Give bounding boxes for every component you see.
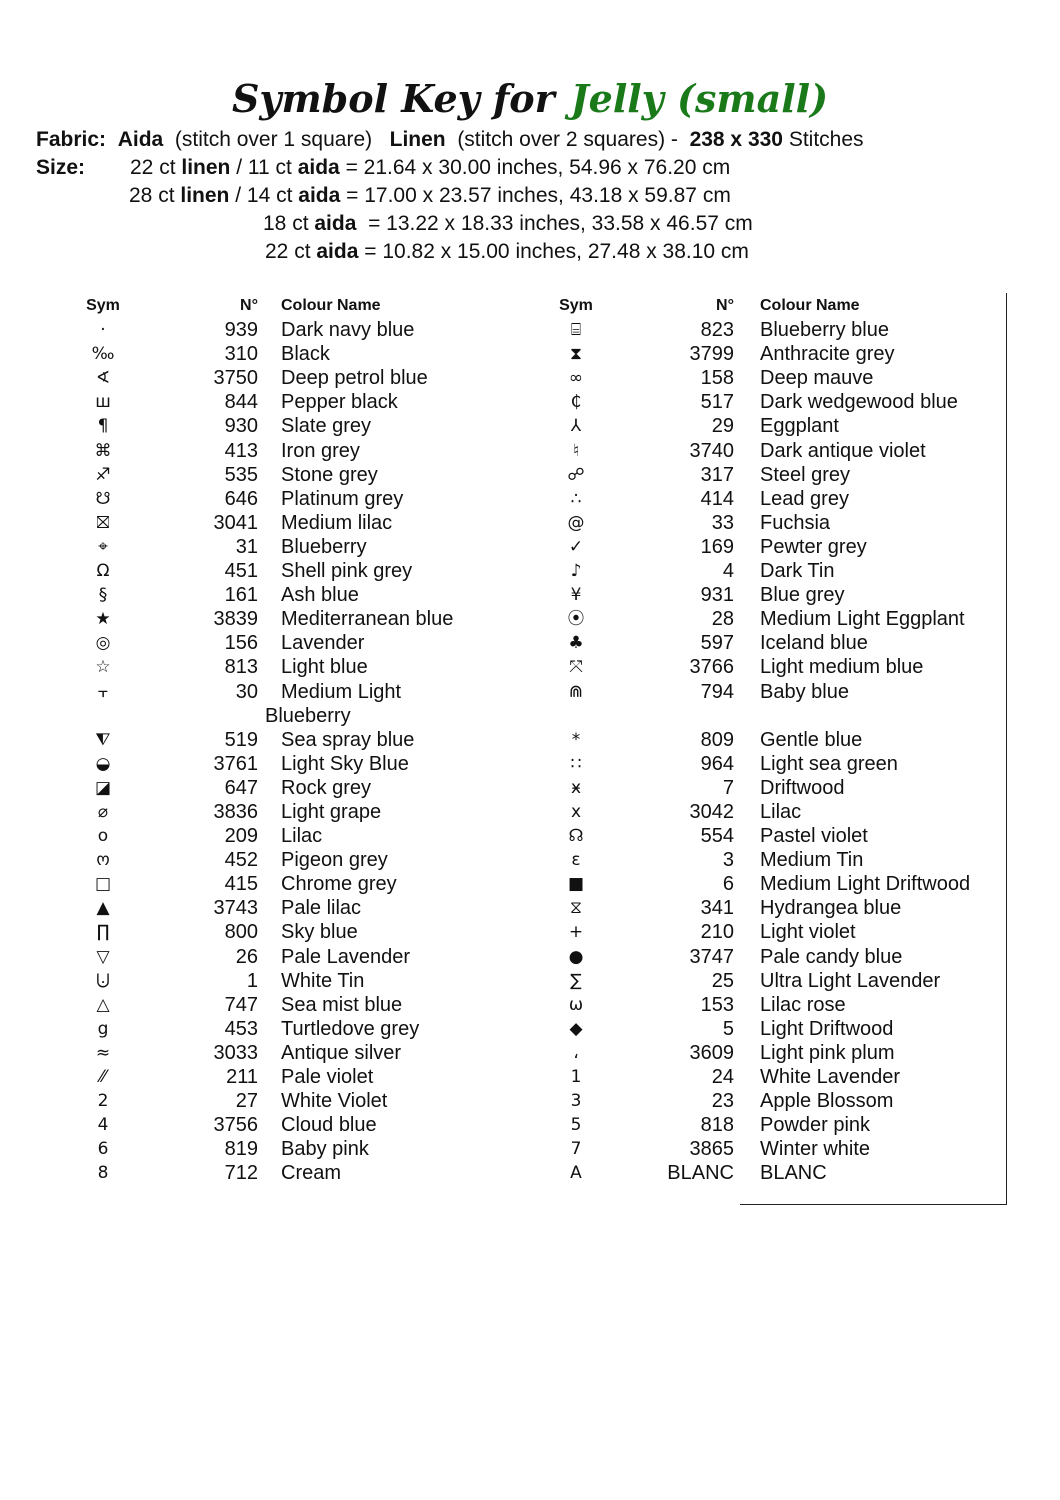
symbol-glyph-icon: ⧗	[570, 344, 582, 365]
symbol-glyph-icon: ♪	[570, 561, 582, 582]
fabric-aida-note: (stitch over 1 square)	[174, 128, 373, 151]
colour-name: Sky blue	[281, 921, 358, 944]
symbol-glyph-icon: g	[97, 1018, 109, 1039]
table-row	[0, 559, 1060, 583]
table-row	[0, 655, 1060, 679]
floss-number: 153	[700, 993, 734, 1016]
colour-name: Rock grey	[281, 776, 372, 799]
colour-name: Pastel violet	[760, 825, 868, 848]
colour-name: Light grape	[281, 800, 382, 823]
table-row	[0, 607, 1060, 631]
size-line: 28 ct linen / 14 ct aida = 17.00 x 23.57 inches, 43.18 x 59.87 cm	[129, 184, 731, 207]
symbol-glyph-icon: ∴	[570, 488, 582, 509]
symbol-glyph-icon: A	[570, 1163, 582, 1184]
table-row	[0, 487, 1060, 511]
colour-name: Mediterranean blue	[281, 608, 454, 631]
colour-name: Antique silver	[281, 1041, 402, 1064]
symbol-glyph-icon: ⌸	[570, 320, 582, 341]
symbol-glyph-icon: ♮	[572, 440, 580, 461]
floss-number: 169	[700, 535, 734, 558]
symbol-glyph-icon: *	[571, 729, 581, 750]
floss-number: 310	[224, 343, 258, 366]
fabric-linen: Linen	[389, 128, 446, 151]
colour-name: Chrome grey	[281, 873, 397, 896]
symbol-glyph-icon: @	[567, 512, 585, 533]
floss-number: 964	[700, 752, 734, 775]
table-row	[0, 728, 1060, 752]
symbol-glyph-icon: ◎	[95, 633, 111, 654]
symbol-glyph-icon: o	[97, 826, 109, 847]
colour-name: Light sea green	[760, 752, 898, 775]
symbol-glyph-icon: 7	[570, 1139, 582, 1160]
symbol-glyph-icon: ·	[100, 320, 106, 341]
symbol-glyph-icon: 2	[97, 1091, 109, 1112]
floss-number: 554	[700, 825, 734, 848]
colour-name: Pale Lavender	[281, 945, 410, 968]
floss-number: 5	[722, 1017, 734, 1040]
symbol-glyph-icon: ✓	[568, 536, 584, 557]
fabric-label: Fabric:	[36, 128, 107, 151]
colour-name: Blueberry	[281, 535, 367, 558]
floss-number: 161	[224, 584, 258, 607]
floss-number: 3747	[689, 945, 734, 968]
colour-name: Medium lilac	[281, 511, 393, 534]
symbol-glyph-icon: ◪	[94, 777, 112, 798]
floss-number: 453	[224, 1017, 258, 1040]
table-border-bottom	[740, 1204, 1007, 1205]
symbol-glyph-icon: ш	[95, 392, 111, 413]
colour-name: Medium Light Eggplant	[760, 608, 965, 631]
floss-number: 3750	[213, 367, 258, 390]
colour-name: Iron grey	[281, 439, 360, 462]
colour-name: Black	[281, 343, 330, 366]
table-row	[0, 1113, 1060, 1137]
colour-name: Slate grey	[281, 415, 372, 438]
floss-number: 819	[224, 1138, 258, 1161]
table-row	[0, 872, 1060, 896]
colour-name: Light violet	[760, 921, 856, 944]
colour-name: Lead grey	[760, 487, 849, 510]
colour-name: Shell pink grey	[281, 560, 413, 583]
colour-name: Powder pink	[760, 1114, 871, 1137]
floss-number: 3839	[213, 608, 258, 631]
floss-number: 31	[235, 535, 258, 558]
floss-number: 33	[711, 511, 734, 534]
symbol-glyph-icon: 5	[570, 1115, 582, 1136]
symbol-glyph-icon: ،	[573, 1042, 579, 1063]
symbol-glyph-icon: +	[568, 922, 584, 943]
floss-number: 24	[711, 1066, 734, 1088]
symbol-glyph-icon: ⌘	[94, 440, 112, 461]
symbol-glyph-icon: ‰	[91, 344, 115, 365]
table-row	[0, 1041, 1060, 1065]
size-line: 22 ct aida = 10.82 x 15.00 inches, 27.48 x 38.10 cm	[265, 240, 749, 263]
floss-number: 813	[224, 656, 258, 679]
symbol-glyph-icon: △	[96, 994, 110, 1015]
symbol-glyph-icon: ¶	[97, 416, 109, 437]
symbol-glyph-icon: ⋒	[568, 681, 584, 702]
floss-number: 3041	[213, 511, 258, 534]
symbol-table-right	[0, 294, 1060, 1185]
colour-name: Lavender	[281, 632, 365, 655]
colour-name: Lilac	[281, 825, 323, 848]
colour-name: Gentle blue	[760, 728, 863, 751]
table-row	[0, 511, 1060, 535]
fabric-aida: Aida	[117, 128, 164, 151]
table-row	[0, 318, 1060, 342]
colour-name: Apple Blossom	[760, 1090, 894, 1113]
symbol-glyph-icon: ≈	[95, 1042, 111, 1063]
symbol-glyph-icon: ¥	[570, 585, 582, 606]
colour-name: Light pink plum	[760, 1041, 895, 1064]
floss-number: 3	[722, 849, 734, 872]
floss-number: 3042	[689, 800, 734, 823]
colour-name: Baby pink	[281, 1138, 369, 1161]
symbol-glyph-icon: x	[570, 801, 582, 822]
table-row	[0, 680, 1060, 704]
floss-number: 1	[246, 969, 258, 992]
floss-number: 3761	[213, 752, 258, 775]
table-row	[0, 993, 1060, 1017]
colour-name: Medium Light Driftwood	[760, 873, 971, 896]
colour-name: Turtledove grey	[281, 1017, 420, 1040]
symbol-glyph-icon: ω	[568, 994, 584, 1015]
floss-number: 930	[224, 415, 258, 438]
floss-number: 939	[224, 319, 258, 342]
floss-number: 3743	[213, 897, 258, 920]
colour-name: Dark antique violet	[760, 439, 926, 462]
floss-number: 415	[224, 873, 258, 896]
floss-number: 3756	[213, 1114, 258, 1137]
symbol-glyph-icon: ◒	[95, 753, 111, 774]
fabric-line	[36, 126, 864, 154]
header-number: N°	[240, 297, 258, 314]
floss-number: 210	[700, 921, 734, 944]
colour-name: Sea spray blue	[281, 728, 415, 751]
floss-number: 646	[224, 487, 258, 510]
colour-name: Pale lilac	[281, 897, 362, 920]
table-border-right	[1006, 293, 1007, 1205]
colour-name: Light blue	[281, 656, 368, 679]
symbol-glyph-icon: ⁄⁄	[100, 1067, 106, 1087]
floss-number: 28	[711, 608, 734, 631]
floss-number: 535	[224, 463, 258, 486]
table-row	[0, 824, 1060, 848]
floss-number: 3740	[689, 439, 734, 462]
symbol-glyph-icon: 1	[570, 1067, 582, 1087]
symbol-glyph-icon: ⌀	[97, 801, 109, 822]
colour-name-continued: Blueberry	[265, 704, 351, 727]
floss-number: 211	[226, 1066, 258, 1088]
symbol-glyph-icon: Ω	[96, 561, 110, 582]
floss-number: 809	[700, 728, 734, 751]
symbol-glyph-icon: ⨃	[96, 970, 110, 991]
symbol-glyph-icon: ⅄	[570, 416, 582, 437]
floss-number: 23	[711, 1090, 734, 1113]
floss-number: 3766	[689, 656, 734, 679]
colour-name: Medium Tin	[760, 849, 864, 872]
colour-name: Blue grey	[760, 584, 845, 607]
symbol-glyph-icon: ⦿	[567, 609, 585, 630]
floss-number: 414	[700, 487, 734, 510]
symbol-glyph-icon: ☊	[568, 826, 584, 847]
colour-name: Light Driftwood	[760, 1017, 894, 1040]
floss-number: 800	[224, 921, 258, 944]
colour-name: Pepper black	[281, 391, 398, 414]
floss-number: 3799	[689, 343, 734, 366]
table-row	[0, 776, 1060, 800]
floss-number: 794	[700, 680, 734, 703]
table-row	[0, 366, 1060, 390]
row-spacer	[0, 704, 1060, 728]
header-number: N°	[716, 297, 734, 314]
table-row	[0, 1065, 1060, 1089]
stitches-label: Stitches	[788, 128, 864, 151]
table-row	[0, 583, 1060, 607]
table-row	[0, 896, 1060, 920]
colour-name: Lilac rose	[760, 993, 846, 1016]
colour-name: Cloud blue	[281, 1114, 377, 1137]
colour-name: Steel grey	[760, 463, 851, 486]
table-header	[0, 294, 1060, 318]
colour-name: Stone grey	[281, 463, 378, 486]
floss-number: 25	[711, 969, 734, 992]
table-row	[0, 848, 1060, 872]
floss-number: 517	[700, 391, 734, 414]
colour-name: Dark navy blue	[281, 319, 415, 342]
table-row	[0, 414, 1060, 438]
symbol-glyph-icon: 6	[97, 1139, 109, 1160]
table-row	[0, 920, 1060, 944]
colour-name: Dark Tin	[760, 560, 835, 583]
symbol-glyph-icon: ⤧	[569, 657, 583, 678]
colour-name: Hydrangea blue	[760, 897, 902, 920]
page-title	[0, 76, 1060, 121]
floss-number: 3836	[213, 800, 258, 823]
table-row	[0, 631, 1060, 655]
table-row	[0, 390, 1060, 414]
size-label: Size:	[36, 156, 86, 179]
fabric-linen-note: (stitch over 2 squares) -	[457, 128, 678, 151]
floss-number: 4	[722, 560, 734, 583]
symbol-glyph-icon: ⧨	[95, 729, 111, 750]
floss-number: 317	[700, 463, 734, 486]
symbol-glyph-icon: ⧖	[570, 898, 582, 919]
symbol-glyph-icon: ∷	[570, 753, 582, 774]
symbol-glyph-icon: ♐	[95, 464, 111, 485]
colour-name: Light medium blue	[760, 656, 924, 679]
table-row	[0, 463, 1060, 487]
floss-number: 931	[700, 584, 734, 607]
colour-name: BLANC	[760, 1162, 827, 1185]
symbol-glyph-icon: ⛝	[96, 512, 110, 533]
table-row	[0, 439, 1060, 463]
symbol-glyph-icon: ∏	[96, 922, 110, 943]
floss-number: 712	[224, 1162, 258, 1185]
header-colour-name: Colour Name	[760, 297, 860, 314]
floss-number: 747	[224, 993, 258, 1016]
stitch-count: 238 x 330	[689, 128, 783, 151]
colour-name: Pale candy blue	[760, 945, 903, 968]
header-colour-name: Colour Name	[281, 297, 381, 314]
symbol-glyph-icon: ∑	[570, 970, 582, 991]
floss-number: 26	[235, 945, 258, 968]
symbol-glyph-icon: ■	[567, 874, 585, 895]
table-row	[0, 969, 1060, 993]
symbol-glyph-icon: ⌖	[98, 536, 108, 557]
colour-name: Lilac	[760, 800, 802, 823]
floss-number: 823	[700, 319, 734, 342]
colour-name: Blueberry blue	[760, 319, 889, 342]
table-row	[0, 1089, 1060, 1113]
symbol-glyph-icon: 8	[97, 1163, 109, 1184]
floss-number: 27	[235, 1090, 258, 1113]
colour-name: Pigeon grey	[281, 849, 388, 872]
symbol-glyph-icon: ▲	[96, 898, 110, 919]
colour-name: Cream	[281, 1162, 342, 1185]
colour-name: Platinum grey	[281, 487, 404, 510]
symbol-glyph-icon: ო	[96, 850, 110, 871]
colour-name: Deep mauve	[760, 367, 874, 390]
floss-number: 6	[722, 873, 734, 896]
floss-number: 3865	[689, 1138, 734, 1161]
colour-name: Eggplant	[760, 415, 839, 438]
symbol-glyph-icon: §	[98, 585, 108, 606]
symbol-glyph-icon: ▽	[96, 946, 110, 967]
colour-name: Dark wedgewood blue	[760, 391, 958, 414]
header-sym: Sym	[86, 297, 120, 314]
colour-name: Iceland blue	[760, 632, 868, 655]
floss-number: 3609	[689, 1041, 734, 1064]
floss-number: 519	[224, 728, 258, 751]
colour-name: Light Sky Blue	[281, 752, 409, 775]
colour-name: Pewter grey	[760, 535, 867, 558]
floss-number: 30	[235, 680, 258, 703]
colour-name: White Violet	[281, 1090, 388, 1113]
symbol-glyph-icon: ◆	[569, 1018, 583, 1039]
floss-number: 647	[224, 776, 258, 799]
colour-name: White Tin	[281, 969, 365, 992]
symbol-glyph-icon: ∢	[95, 368, 111, 389]
floss-number: 844	[224, 391, 258, 414]
floss-number: 413	[224, 439, 258, 462]
colour-name: Pale violet	[281, 1066, 374, 1088]
colour-name: Winter white	[760, 1138, 871, 1161]
symbol-glyph-icon: ♣	[568, 633, 584, 654]
symbol-glyph-icon: 3	[570, 1091, 582, 1112]
colour-name: Fuchsia	[760, 511, 831, 534]
symbol-glyph-icon: ₵	[570, 392, 582, 413]
colour-name: Ash blue	[281, 584, 359, 607]
colour-name: White Lavender	[760, 1066, 901, 1088]
symbol-glyph-icon: ★	[95, 609, 111, 630]
floss-number: 3033	[213, 1041, 258, 1064]
table-row	[0, 342, 1060, 366]
size-line: 18 ct aida = 13.22 x 18.33 inches, 33.58 x 46.57 cm	[263, 212, 753, 235]
size-line: 22 ct linen / 11 ct aida = 21.64 x 30.00 inches, 54.96 x 76.20 cm	[130, 156, 731, 179]
symbol-glyph-icon: □	[94, 874, 112, 895]
floss-number: BLANC	[667, 1162, 734, 1185]
table-row	[0, 535, 1060, 559]
floss-number: 156	[224, 632, 258, 655]
floss-number: 818	[700, 1114, 734, 1137]
table-row	[0, 945, 1060, 969]
colour-name: Anthracite grey	[760, 343, 895, 366]
floss-number: 209	[224, 825, 258, 848]
symbol-glyph-icon: ⫟	[97, 681, 109, 702]
table-row	[0, 752, 1060, 776]
floss-number: 451	[224, 560, 258, 583]
symbol-glyph-icon: ӿ	[570, 777, 582, 798]
symbol-glyph-icon: 4	[97, 1115, 109, 1136]
symbol-glyph-icon: ☆	[95, 657, 111, 678]
floss-number: 597	[700, 632, 734, 655]
table-row	[0, 1161, 1060, 1185]
colour-name: Medium Light	[281, 680, 402, 703]
colour-name: Ultra Light Lavender	[760, 969, 941, 992]
floss-number: 341	[700, 897, 734, 920]
table-row	[0, 1137, 1060, 1161]
floss-number: 158	[700, 367, 734, 390]
floss-number: 29	[711, 415, 734, 438]
table-row	[0, 1017, 1060, 1041]
title-prefix: Symbol Key for	[231, 76, 555, 121]
symbol-glyph-icon: ∞	[568, 368, 584, 389]
symbol-glyph-icon: ε	[571, 850, 581, 871]
colour-name: Baby blue	[760, 680, 849, 703]
floss-number: 7	[722, 776, 734, 799]
header-sym: Sym	[559, 297, 593, 314]
colour-name: Sea mist blue	[281, 993, 403, 1016]
colour-name: Deep petrol blue	[281, 367, 428, 390]
symbol-glyph-icon: ☍	[567, 464, 585, 485]
pattern-name: Jelly (small)	[570, 76, 829, 121]
floss-number: 452	[224, 849, 258, 872]
symbol-glyph-icon: ☋	[95, 488, 111, 509]
colour-name: Driftwood	[760, 776, 845, 799]
table-row	[0, 800, 1060, 824]
symbol-glyph-icon: ●	[568, 946, 584, 967]
